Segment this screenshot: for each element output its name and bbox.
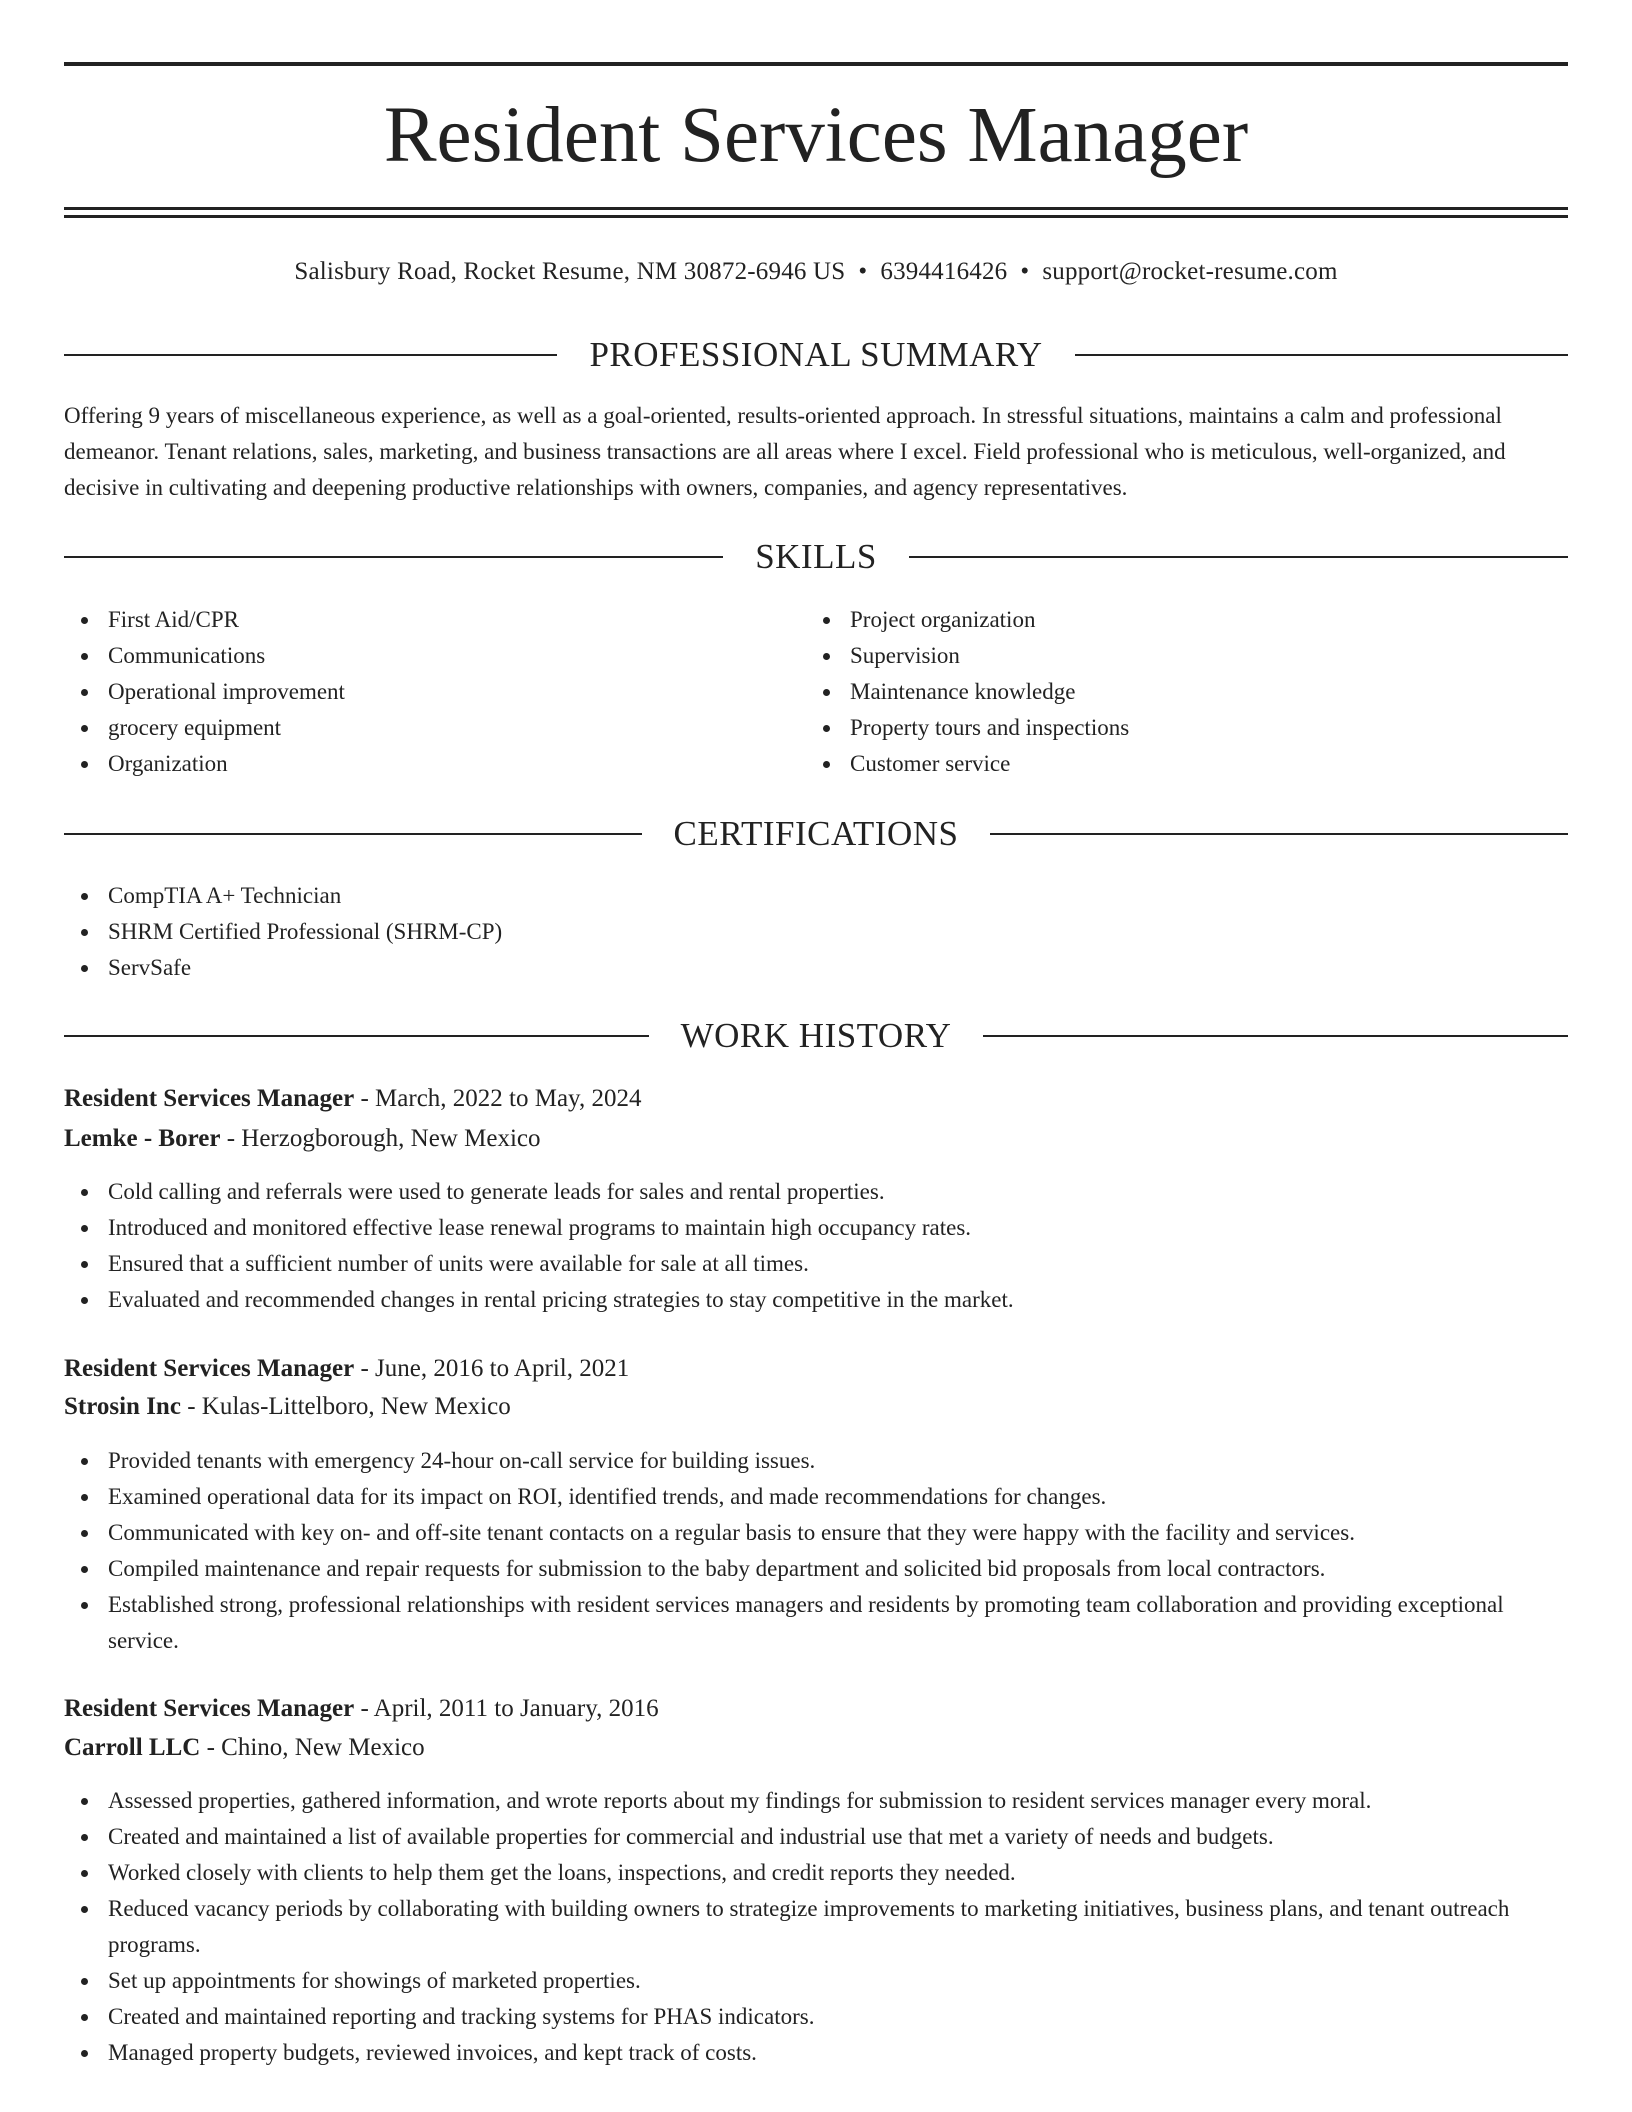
- job-bullet: [64, 1783, 1568, 1819]
- bullet-icon: [823, 617, 830, 624]
- section-title: SKILLS: [755, 537, 877, 576]
- job-bullet: [64, 1999, 1568, 2035]
- skills-list-left: [64, 602, 804, 782]
- section-title: PROFESSIONAL SUMMARY: [589, 335, 1043, 374]
- certification-item: [64, 878, 1568, 914]
- bullet-icon: [81, 1978, 88, 1985]
- skill-item: [64, 674, 804, 710]
- contact-separator: •: [1020, 258, 1030, 285]
- job-bullet: [64, 1891, 1568, 1963]
- bullet-icon: [81, 1297, 88, 1304]
- bullet-icon: [81, 893, 88, 900]
- section-heading-work-history: [64, 1013, 1568, 1059]
- job-bullet-text: Communicated with key on- and off-site tenant contacts on a regular basis to ensure that they were happy with the facility and services.: [108, 1520, 1355, 1545]
- skill-item: [64, 638, 804, 674]
- bullet-icon: [81, 1225, 88, 1232]
- job-bullet-text: Worked closely with clients to help them get the loans, inspections, and credit reports they needed.: [108, 1860, 1016, 1885]
- bullet-icon: [823, 653, 830, 660]
- divider-line: [1075, 354, 1568, 356]
- job-company: Lemke - Borer: [64, 1125, 221, 1152]
- bullet-icon: [81, 1798, 88, 1805]
- bullet-icon: [81, 1261, 88, 1268]
- skill-text: Maintenance knowledge: [850, 679, 1076, 704]
- bullet-icon: [81, 1530, 88, 1537]
- summary-text: Offering 9 years of miscellaneous experience, as well as a goal-oriented, results-oriented approach. In stressful situations, maintains a calm and professional demeanor. Tenant relations, sales, marketing, and business transactions are all areas where I excel. Field professional who is meticulous, well-organized, and decisive in cultivating and deepening productive relationships with owners, companies, and agency representatives.: [64, 403, 1506, 500]
- bullet-icon: [81, 1494, 88, 1501]
- skill-text: Project organization: [850, 607, 1036, 632]
- certification-item: [64, 914, 1568, 950]
- bullet-icon: [81, 929, 88, 936]
- certification-text: SHRM Certified Professional (SHRM-CP): [108, 919, 503, 944]
- certification-text: ServSafe: [108, 955, 192, 980]
- job-location: - Kulas-Littelboro, New Mexico: [180, 1393, 511, 1420]
- job-dates: - June, 2016 to April, 2021: [354, 1355, 630, 1382]
- skill-item: [64, 746, 804, 782]
- divider-line: [990, 833, 1568, 835]
- job-bullet-text: Compiled maintenance and repair requests for submission to the baby department and solicited bid proposals from local contractors.: [108, 1556, 1326, 1581]
- job-title-line: [64, 1691, 659, 1727]
- job-bullet: [64, 1246, 1568, 1282]
- job-bullet: [64, 1587, 1568, 1659]
- skill-item: [806, 710, 1546, 746]
- skill-text: Operational improvement: [108, 679, 345, 704]
- job-company-line: [64, 1730, 425, 1766]
- divider-line: [64, 354, 557, 356]
- bullet-icon: [81, 1834, 88, 1841]
- job-bullet-text: Cold calling and referrals were used to generate leads for sales and rental properties.: [108, 1179, 885, 1204]
- job-bullet: [64, 1551, 1568, 1587]
- skill-item: [806, 674, 1546, 710]
- skills-list-right: [806, 602, 1546, 782]
- divider-line: [909, 556, 1568, 558]
- header-bottom-rule: [64, 207, 1568, 210]
- job-title: Resident Services Manager: [64, 1355, 355, 1382]
- job-bullet-text: Evaluated and recommended changes in rental pricing strategies to stay competitive in the market.: [108, 1287, 1014, 1312]
- job-bullets: [64, 1443, 1568, 1659]
- job-bullet: [64, 1479, 1568, 1515]
- bullet-icon: [81, 1189, 88, 1196]
- bullet-icon: [823, 689, 830, 696]
- bullet-icon: [81, 761, 88, 768]
- job-bullet: [64, 1515, 1568, 1551]
- job-bullet-text: Ensured that a sufficient number of units were available for sale at all times.: [108, 1251, 809, 1276]
- bullet-icon: [81, 1458, 88, 1465]
- skill-text: grocery equipment: [108, 715, 282, 740]
- bullet-icon: [81, 725, 88, 732]
- section-heading-certifications: [64, 811, 1568, 857]
- divider-line: [983, 1035, 1568, 1037]
- bullet-icon: [81, 1602, 88, 1609]
- section-title: WORK HISTORY: [680, 1016, 952, 1055]
- job-bullets: [64, 1783, 1568, 2071]
- skill-text: Communications: [108, 643, 266, 668]
- job-bullet-text: Created and maintained a list of available properties for commercial and industrial use that met a variety of needs and budgets.: [108, 1824, 1274, 1849]
- job-bullet-text: Set up appointments for showings of marketed properties.: [108, 1968, 641, 1993]
- contact-address: Salisbury Road, Rocket Resume, NM 30872-6946 US: [294, 258, 846, 285]
- job-bullet-text: Assessed properties, gathered information, and wrote reports about my findings for submission to resident services manager every moral.: [108, 1788, 1372, 1813]
- job-bullet-text: Established strong, professional relationships with resident services managers and residents by promoting team collaboration and providing exceptional service.: [108, 1592, 1504, 1653]
- job-bullet-text: Examined operational data for its impact on ROI, identified trends, and made recommendations for changes.: [108, 1484, 1107, 1509]
- job-company-line: [64, 1121, 540, 1157]
- certifications-list: [64, 878, 1568, 986]
- skill-item: [806, 638, 1546, 674]
- bullet-icon: [81, 965, 88, 972]
- bullet-icon: [823, 761, 830, 768]
- section-heading-skills: [64, 534, 1568, 580]
- job-bullet: [64, 1443, 1568, 1479]
- bullet-icon: [81, 2014, 88, 2021]
- job-bullet-text: Reduced vacancy periods by collaborating with building owners to strategize improvements to marketing initiatives, business plans, and tenant outreach programs.: [108, 1896, 1510, 1957]
- skill-text: Property tours and inspections: [850, 715, 1130, 740]
- header-top-rule: [64, 62, 1568, 66]
- skill-item: [64, 710, 804, 746]
- skill-item: [806, 746, 1546, 782]
- job-location: - Chino, New Mexico: [200, 1734, 425, 1761]
- skill-text: Customer service: [850, 751, 1011, 776]
- job-title: Resident Services Manager: [64, 1695, 355, 1722]
- certification-item: [64, 950, 1568, 986]
- skill-text: Supervision: [850, 643, 960, 668]
- job-company: Carroll LLC: [64, 1734, 201, 1761]
- section-title: CERTIFICATIONS: [673, 814, 959, 853]
- skill-text: Organization: [108, 751, 228, 776]
- job-title: Resident Services Manager: [64, 1085, 355, 1112]
- skill-item: [806, 602, 1546, 638]
- bullet-icon: [81, 1566, 88, 1573]
- job-bullet: [64, 1282, 1568, 1318]
- job-bullet-text: Introduced and monitored effective lease renewal programs to maintain high occupancy rates.: [108, 1215, 972, 1240]
- bullet-icon: [81, 689, 88, 696]
- job-bullet-text: Provided tenants with emergency 24-hour on-call service for building issues.: [108, 1448, 816, 1473]
- job-company-line: [64, 1389, 511, 1425]
- section-heading-summary: [64, 332, 1568, 378]
- contact-phone: 6394416426: [880, 258, 1008, 285]
- bullet-icon: [823, 725, 830, 732]
- job-bullet: [64, 1855, 1568, 1891]
- resume-name: Resident Services Manager: [383, 92, 1249, 179]
- divider-line: [64, 1035, 649, 1037]
- job-bullets: [64, 1174, 1568, 1318]
- contact-email[interactable]: support@rocket-resume.com: [1042, 258, 1338, 285]
- job-bullet: [64, 1963, 1568, 1999]
- header-bottom-rule-2: [64, 215, 1568, 218]
- bullet-icon: [81, 1906, 88, 1913]
- job-bullet: [64, 1174, 1568, 1210]
- job-title-line: [64, 1081, 641, 1117]
- skill-text: First Aid/CPR: [108, 607, 240, 632]
- divider-line: [64, 833, 642, 835]
- skill-item: [64, 602, 804, 638]
- job-company: Strosin Inc: [64, 1393, 181, 1420]
- job-location: - Herzogborough, New Mexico: [220, 1125, 541, 1152]
- job-bullet: [64, 1210, 1568, 1246]
- certification-text: CompTIA A+ Technician: [108, 883, 342, 908]
- divider-line: [64, 556, 723, 558]
- job-dates: - March, 2022 to May, 2024: [354, 1085, 642, 1112]
- bullet-icon: [81, 2050, 88, 2057]
- job-bullet: [64, 1819, 1568, 1855]
- contact-line: [64, 254, 1568, 290]
- contact-separator: •: [858, 258, 868, 285]
- bullet-icon: [81, 617, 88, 624]
- bullet-icon: [81, 1870, 88, 1877]
- bullet-icon: [81, 653, 88, 660]
- job-dates: - April, 2011 to January, 2016: [354, 1695, 659, 1722]
- job-bullet-text: Created and maintained reporting and tracking systems for PHAS indicators.: [108, 2004, 815, 2029]
- job-title-line: [64, 1351, 629, 1387]
- job-bullet-text: Managed property budgets, reviewed invoices, and kept track of costs.: [108, 2040, 757, 2065]
- job-bullet: [64, 2035, 1568, 2071]
